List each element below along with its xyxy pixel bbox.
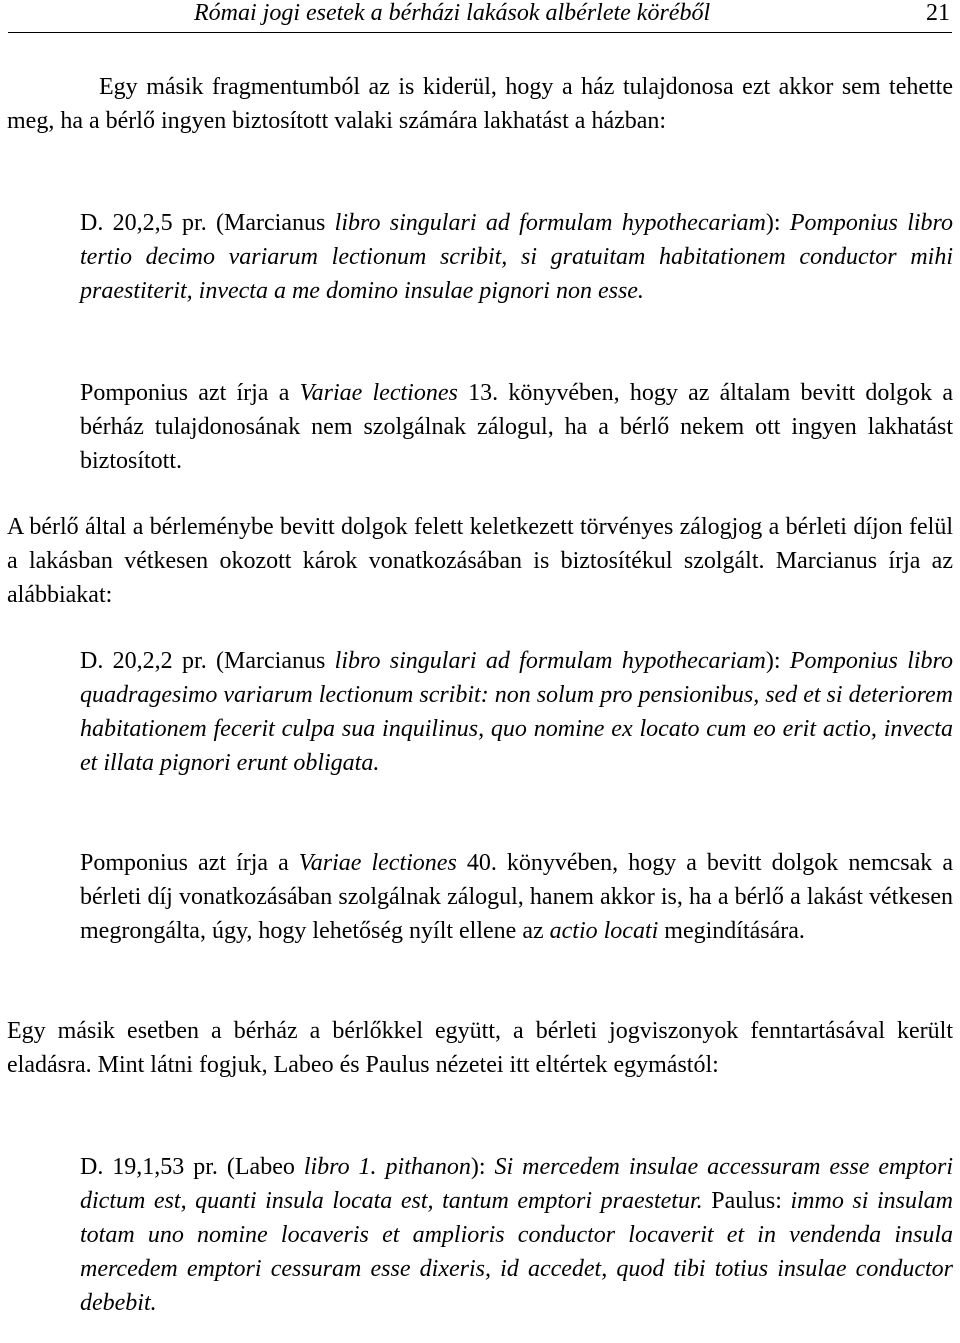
- quote-d-20-2-2: D. 20,2,2 pr. (Marcianus libro singulari ad formulam hypothecariam): Pomponius libro quadragesimo variarum lectionum scribit: non solum pro pensionibus, sed et si deteriorem habitationem fecerit culpa sua inquilinus, quo nomine ex locato cum eo erit actio, invecta et illata pignori erunt obligata.: [80, 648, 953, 776]
- running-header: [8, 0, 952, 33]
- paragraph-sale: Egy másik esetben a bérház a bérlőkkel együtt, a bérleti jogviszonyok fenntartásával került eladásra. Mint látni fogjuk, Labeo és Paulus nézetei itt eltértek egymástól:: [7, 1018, 953, 1078]
- quote-work-title: libro singulari ad formulam hypothecariam: [334, 648, 766, 674]
- quote-work-title: libro 1. pithanon: [303, 1154, 471, 1180]
- paragraph-pledge: A bérlő által a bérleménybe bevitt dolgok felett keletkezett törvényes zálogjog a bérleti díjon felül a lakásban vétkesen okozott károk vonatkozásában is biztosítékul szolgált. Marcianus írja az alábbiakat:: [7, 514, 953, 608]
- work-title: Variae lectiones: [299, 380, 458, 406]
- quote-work-title: libro singulari ad formulam hypothecariam: [334, 210, 766, 236]
- latin-text: Si mercedem insulae accessuram esse emptori dictum est, quanti insula locata est, tantum emptori praestetur.: [80, 1154, 954, 1214]
- translation-d-20-2-2: Pomponius azt írja a Variae lectiones 40. könyvében, hogy a bevitt dolgok nemcsak a bérleti díj vonatkozásában szolgálnak zálogul, hanem akkor is, ha a bérlő a lakást vétkesen megrongálta, úgy, hogy lehetőség nyílt ellene az actio locati megindítására.: [80, 850, 953, 944]
- quote-reference: D. 20,2,5 pr. (Marcianus: [80, 210, 335, 236]
- actio-term: actio locati: [549, 918, 659, 944]
- paragraph-intro: Egy másik fragmentumból az is kiderül, hogy a ház tulajdonosa ezt akkor sem tehette meg, ha a bérlő ingyen biztosított valaki számára lakhatást a házban:: [7, 74, 953, 134]
- quote-reference: D. 20,2,2 pr. (Marcianus: [80, 648, 335, 674]
- latin-text: Pomponius libro quadragesimo variarum lectionum scribit: non solum pro pensionibus, sed et si deteriorem habitationem fecerit culpa sua inquilinus, quo nomine ex locato cum eo erit actio, invecta et illata pignori erunt obligata.: [80, 648, 953, 776]
- quote-d-19-1-53: D. 19,1,53 pr. (Labeo libro 1. pithanon): Si mercedem insulae accessuram esse emptori dictum est, quanti insula locata est, tantum emptori praestetur. Paulus: immo si insulam totam uno nomine locaveris et amplioris conductor locaverit et in vendenda insula mercedem emptori cessuram esse dixeris, id accedet, quod tibi totius insulae conductor debebit.: [80, 1154, 954, 1316]
- work-title: Variae lectiones: [298, 850, 457, 876]
- latin-text: Pomponius libro tertio decimo variarum lectionum scribit, si gratuitam habitationem conductor mihi praestiterit, invecta a me domino insulae pignori non esse.: [80, 210, 953, 304]
- quote-d-20-2-5: D. 20,2,5 pr. (Marcianus libro singulari ad formulam hypothecariam): Pomponius libro tertio decimo variarum lectionum scribit, si gratuitam habitationem conductor mihi praestiterit, invecta a me domino insulae pignori non esse.: [80, 210, 953, 304]
- running-title: Római jogi esetek a bérházi lakások albérlete köréből: [194, 0, 711, 26]
- latin-text-paulus: immo si insulam totam uno nomine locaveris et amplioris conductor locaverit et in vendenda insula mercedem emptori cessuram esse dixeris, id accedet, quod tibi totius insulae conductor debebit.: [80, 1188, 953, 1316]
- paulus-label: Paulus:: [711, 1188, 782, 1214]
- page-number: 21: [926, 0, 950, 26]
- translation-d-20-2-5: Pomponius azt írja a Variae lectiones 13. könyvében, hogy az általam bevitt dolgok a bérház tulajdonosának nem szolgálnak zálogul, ha a bérlő nekem ott ingyen lakhatást biztosított.: [80, 380, 953, 474]
- quote-reference: D. 19,1,53 pr. (Labeo: [80, 1154, 304, 1180]
